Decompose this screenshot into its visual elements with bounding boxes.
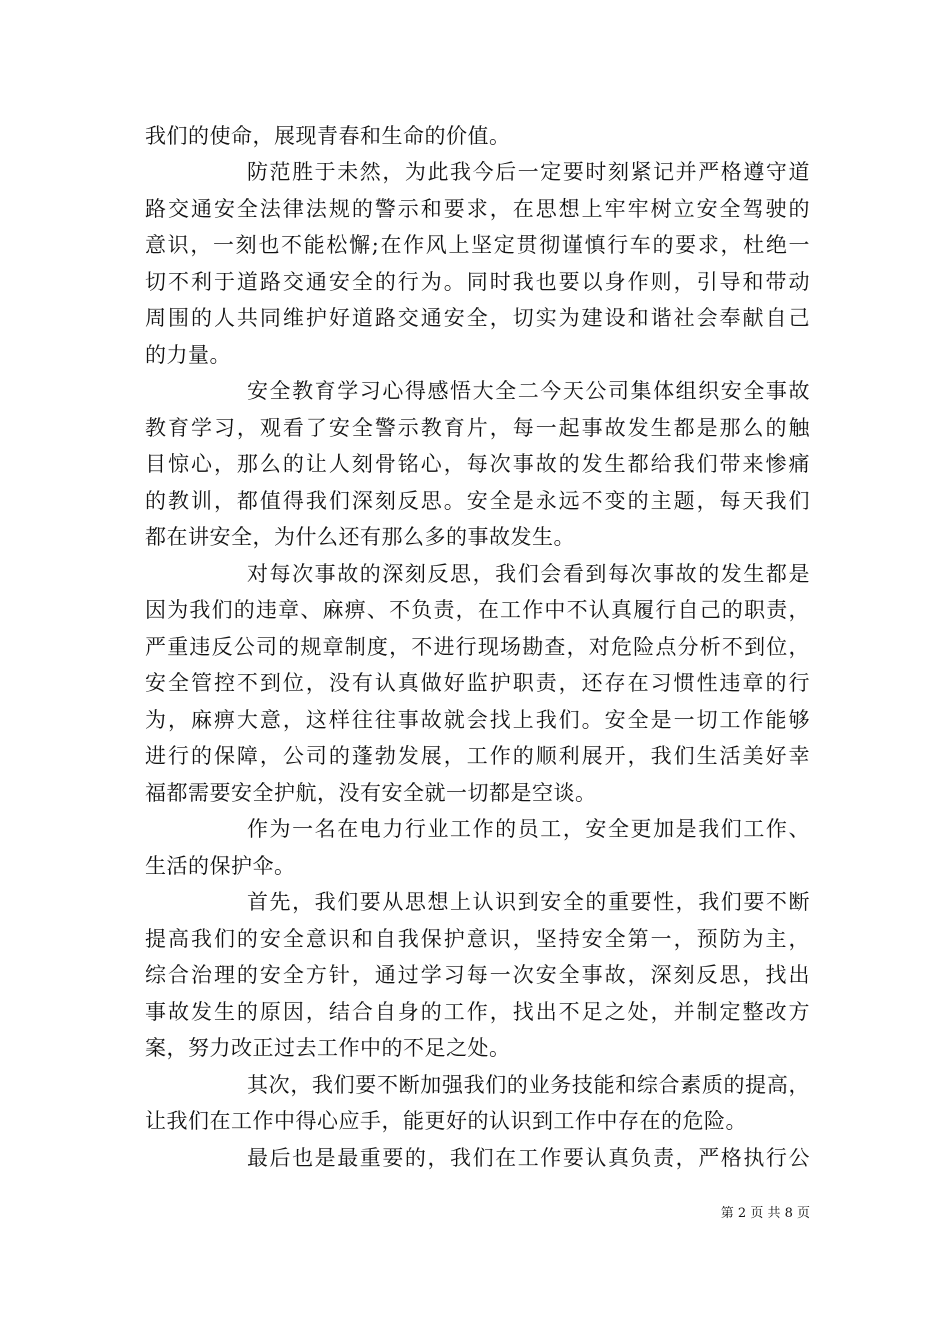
text-line-13: 对每次事故的深刻反思，我们会看到每次事故的发生都是 — [247, 562, 810, 586]
text-line-22: 首先，我们要从思想上认识到安全的重要性，我们要不断 — [247, 890, 810, 914]
text-line-19: 福都需要安全护航，没有安全就一切都是空谈。 — [145, 781, 597, 805]
text-line-5: 切不利于道路交通安全的行为。同时我也要以身作则，引导和带动 — [145, 270, 810, 294]
text-line-26: 案，努力改正过去工作中的不足之处。 — [145, 1036, 511, 1060]
text-line-25: 事故发生的原因，结合自身的工作，找出不足之处，并制定整改方 — [145, 1000, 810, 1024]
text-line-27: 其次，我们要不断加强我们的业务技能和综合素质的提高， — [247, 1073, 810, 1097]
text-line-3: 路交通安全法律法规的警示和要求，在思想上牢牢树立安全驾驶的 — [145, 197, 810, 221]
text-line-15: 严重违反公司的规章制度，不进行现场勘查，对危险点分析不到位， — [145, 635, 810, 659]
text-line-10: 目惊心，那么的让人刻骨铭心，每次事故的发生都给我们带来惨痛 — [145, 452, 810, 476]
text-line-28: 让我们在工作中得心应手，能更好的认识到工作中存在的危险。 — [145, 1109, 747, 1133]
text-line-9: 教育学习，观看了安全警示教育片，每一起事故发生都是那么的触 — [145, 416, 810, 440]
text-line-1: 我们的使命，展现青春和生命的价值。 — [145, 124, 511, 148]
text-line-12: 都在讲安全，为什么还有那么多的事故发生。 — [145, 525, 575, 549]
text-line-18: 进行的保障，公司的蓬勃发展，工作的顺利展开，我们生活美好幸 — [145, 744, 810, 768]
text-line-8: 安全教育学习心得感悟大全二今天公司集体组织安全事故 — [247, 379, 810, 403]
text-line-2: 防范胜于未然，为此我今后一定要时刻紧记并严格遵守道 — [247, 160, 810, 184]
text-line-14: 因为我们的违章、麻痹、不负责，在工作中不认真履行自己的职责， — [145, 598, 810, 622]
text-line-23: 提高我们的安全意识和自我保护意识，坚持安全第一，预防为主， — [145, 927, 810, 951]
text-line-16: 安全管控不到位，没有认真做好监护职责，还存在习惯性违章的行 — [145, 671, 810, 695]
text-line-17: 为，麻痹大意，这样往往事故就会找上我们。安全是一切工作能够 — [145, 708, 810, 732]
text-line-20: 作为一名在电力行业工作的员工，安全更加是我们工作、 — [247, 817, 810, 841]
text-line-24: 综合治理的安全方针，通过学习每一次安全事故，深刻反思，找出 — [145, 963, 810, 987]
text-line-11: 的教训，都值得我们深刻反思。安全是永远不变的主题，每天我们 — [145, 489, 810, 513]
text-line-7: 的力量。 — [145, 343, 231, 367]
text-line-4: 意识，一刻也不能松懈;在作风上坚定贯彻谨慎行车的要求，杜绝一 — [145, 233, 810, 257]
text-line-21: 生活的保护伞。 — [145, 854, 296, 878]
page-number: 第 2 页 共 8 页 — [720, 1206, 810, 1221]
text-line-6: 周围的人共同维护好道路交通安全，切实为建设和谐社会奉献自己 — [145, 306, 810, 330]
text-line-29: 最后也是最重要的，我们在工作要认真负责，严格执行公 — [247, 1146, 810, 1170]
